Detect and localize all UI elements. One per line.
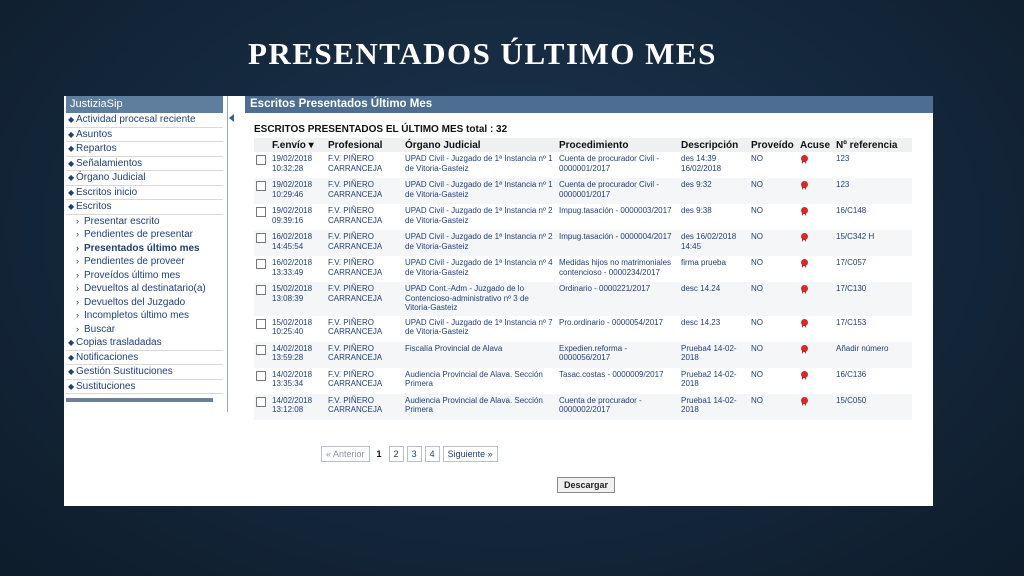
cell-proveido: NO	[749, 230, 798, 256]
total-count: ESCRITOS PRESENTADOS EL ÚLTIMO MES total : 32	[254, 124, 508, 135]
cell-profesional: F.V. PIÑERO CARRANCEJA	[326, 394, 403, 420]
page-3-button[interactable]: 3	[407, 446, 422, 462]
table-body	[254, 152, 912, 420]
cell-organo: UPAD Civil - Juzgado de 1ª Instancia nº 1 de Vitoria-Gasteiz	[403, 178, 557, 204]
cell-referencia: 16/C136	[836, 369, 867, 379]
cell-acuse	[798, 342, 834, 368]
select-column-header	[254, 138, 270, 152]
sidebar-item-label: Pendientes de proveer	[84, 256, 185, 267]
chevron-right-icon: ›	[76, 242, 79, 253]
select-cell	[254, 204, 270, 230]
cell-procedimiento: Expedien.reforma - 0000056/2017	[557, 342, 679, 368]
sidebar-item-label: Devueltos al destinatario(a)	[84, 283, 206, 294]
column-header-organo[interactable]: Órgano Judicial	[403, 138, 557, 152]
cell-descripcion: firma prueba	[681, 258, 726, 267]
select-cell	[254, 178, 270, 204]
select-cell	[254, 368, 270, 394]
sidebar-item[interactable]	[66, 309, 223, 323]
acuse-ribbon-icon[interactable]	[800, 233, 809, 244]
table-row[interactable]	[254, 256, 912, 282]
table-header-row	[254, 138, 912, 152]
row-checkbox[interactable]	[256, 285, 266, 295]
sidebar-item-label: Repartos	[76, 143, 117, 154]
cell-referencia: 17/C130	[834, 282, 912, 316]
cell-descripcion: des 9:32	[679, 178, 749, 204]
sidebar	[66, 96, 223, 402]
cell-acuse	[798, 282, 834, 316]
cell-fecha: 16/02/2018 14:45:54	[270, 230, 326, 256]
cell-descripcion: des 9:38	[681, 206, 712, 215]
cell-referencia: 123	[834, 178, 912, 204]
bullet-icon: ◆	[68, 352, 75, 362]
bullet-icon: ◆	[68, 173, 75, 182]
cell-acuse	[798, 152, 834, 178]
page-2-button[interactable]: 2	[389, 446, 404, 462]
cell-proveido: NO	[749, 394, 798, 420]
cell-referencia: Añadir número	[834, 342, 912, 368]
panel-divider	[227, 96, 228, 412]
cell-acuse	[798, 204, 834, 230]
sidebar-footer-bar	[66, 398, 213, 402]
sidebar-item[interactable]	[66, 242, 223, 256]
cell-profesional: F.V. PIÑERO CARRANCEJA	[328, 317, 383, 336]
acuse-ribbon-icon[interactable]	[800, 319, 809, 330]
cell-organo: UPAD Civil - Juzgado de 1ª Instancia nº 2 de Vitoria-Gasteiz	[405, 206, 553, 225]
sidebar-item-label: Señalamientos	[76, 157, 143, 169]
column-header-profesional[interactable]: Profesional	[326, 138, 403, 152]
bullet-icon: ◆	[68, 202, 75, 211]
table-row[interactable]	[254, 178, 912, 204]
cell-organo: UPAD Civil - Juzgado de 1ª Instancia nº 2 de Vitoria-Gasteiz	[403, 230, 557, 256]
cell-procedimiento: Medidas hijos no matrimoniales contencioso - 0000234/2017	[559, 258, 672, 277]
cell-proveido: NO	[751, 317, 763, 327]
sidebar-item-label: Incompletos último mes	[84, 310, 190, 321]
table-row[interactable]	[254, 316, 912, 342]
cell-profesional: F.V. PIÑERO CARRANCEJA	[328, 369, 383, 388]
column-header-procedimiento[interactable]: Procedimiento	[557, 138, 679, 152]
sidebar-item-label: Sustituciones	[76, 380, 136, 392]
table-row[interactable]	[254, 230, 912, 256]
cell-proveido: NO	[751, 206, 763, 215]
table-row[interactable]	[254, 368, 912, 394]
page-4-button[interactable]: 4	[425, 446, 440, 462]
cell-organo: UPAD Civil - Juzgado de 1ª Instancia nº 4 de Vitoria-Gasteiz	[405, 258, 553, 277]
sidebar-item-label: Asuntos	[76, 128, 113, 140]
chevron-right-icon: ›	[76, 269, 79, 280]
cell-procedimiento: Cuenta de procurador - 0000002/2017	[557, 394, 679, 420]
sidebar-item[interactable]	[66, 380, 223, 395]
sidebar-item[interactable]	[66, 215, 223, 229]
cell-fecha: 19/02/2018 10:32:28	[272, 154, 313, 173]
sidebar-item[interactable]	[66, 142, 223, 157]
cell-organo: UPAD Cont.-Adm - Juzgado de lo Contencioso-administrativo nº 3 de Vitoria-Gasteiz	[403, 282, 557, 316]
sidebar-item-label: Escritos inicio	[76, 186, 138, 198]
cell-proveido: NO	[749, 342, 798, 368]
cell-organo: UPAD Civil - Juzgado de 1ª Instancia nº 7 de Vitoria-Gasteiz	[405, 317, 553, 336]
app-screenshot	[64, 96, 933, 506]
chevron-right-icon: ›	[76, 256, 79, 266]
table-row[interactable]	[254, 394, 912, 420]
panel-title: Escritos Presentados Último Mes	[245, 96, 933, 113]
sidebar-item[interactable]	[66, 171, 223, 186]
select-cell	[254, 152, 270, 178]
cell-profesional: F.V. PIÑERO CARRANCEJA	[328, 258, 383, 277]
bullet-icon: ◆	[68, 367, 75, 376]
acuse-ribbon-icon[interactable]	[800, 397, 809, 408]
cell-procedimiento: Cuenta de procurador Civil - 0000001/2017	[559, 154, 660, 173]
sidebar-item-label: Escritos	[76, 201, 112, 212]
sidebar-item-label: Buscar	[84, 323, 116, 335]
sidebar-item-label: Actividad procesal reciente	[76, 114, 196, 125]
cell-organo: Audiencia Provincial de Alava. Sección Primera	[405, 369, 543, 388]
sidebar-item[interactable]	[66, 336, 223, 351]
cell-descripcion: desc 14.23	[681, 317, 721, 327]
sidebar-item[interactable]	[66, 351, 223, 366]
sidebar-item-label: Devueltos del Juzgado	[84, 296, 186, 308]
sidebar-item[interactable]	[66, 255, 223, 269]
bullet-icon: ◆	[68, 338, 75, 347]
cell-acuse	[798, 394, 834, 420]
cell-organo: Audiencia Provincial de Alava. Sección Primera	[403, 394, 557, 420]
sidebar-item-label: Notificaciones	[76, 351, 139, 363]
cell-procedimiento: Impug.tasación - 0000004/2017	[557, 230, 679, 256]
cell-descripcion: des 16/02/2018 14:45	[679, 230, 749, 256]
cell-referencia: 15/C050	[834, 394, 912, 420]
sidebar-item[interactable]	[66, 323, 223, 337]
chevron-right-icon: ›	[76, 310, 79, 320]
table-row[interactable]	[254, 342, 912, 368]
select-cell	[254, 394, 270, 420]
cell-profesional: F.V. PIÑERO CARRANCEJA	[326, 230, 403, 256]
select-cell	[254, 316, 270, 342]
row-checkbox[interactable]	[256, 181, 266, 191]
cell-profesional: F.V. PIÑERO CARRANCEJA	[328, 206, 383, 225]
cell-fecha: 15/02/2018 10:25:40	[272, 317, 313, 336]
chevron-right-icon: ›	[76, 296, 79, 307]
cell-procedimiento: Cuenta de procurador Civil - 0000001/2017	[557, 178, 679, 204]
acuse-ribbon-icon[interactable]	[800, 155, 809, 166]
cell-referencia: 15/C342 H	[834, 230, 912, 256]
sidebar-item-label: Gestión Sustituciones	[76, 366, 173, 377]
cell-proveido: NO	[749, 282, 798, 316]
select-cell	[254, 230, 270, 256]
sidebar-item[interactable]	[66, 113, 223, 128]
cell-fecha: 14/02/2018 13:35:34	[272, 369, 313, 388]
bullet-icon: ◆	[68, 115, 75, 124]
sidebar-item[interactable]	[66, 282, 223, 296]
column-header-referencia[interactable]: Nº referencia	[834, 138, 912, 152]
prev-page-button[interactable]: « Anterior	[321, 446, 370, 462]
main-panel	[245, 96, 933, 420]
select-cell	[254, 342, 270, 368]
cell-profesional: F.V. PIÑERO CARRANCEJA	[326, 342, 403, 368]
row-checkbox[interactable]	[256, 207, 266, 217]
acuse-ribbon-icon[interactable]	[800, 207, 809, 218]
column-header-descripcion[interactable]: Descripción	[679, 138, 749, 152]
acuse-ribbon-icon[interactable]	[800, 345, 809, 356]
chevron-right-icon: ›	[76, 323, 79, 334]
cell-descripcion: Prueba4 14-02-2018	[679, 342, 749, 368]
column-header-proveido[interactable]: Proveído	[749, 138, 798, 152]
cell-descripcion: Prueba1 14-02-2018	[679, 394, 749, 420]
row-checkbox[interactable]	[256, 259, 266, 269]
cell-acuse	[798, 178, 834, 204]
table-row[interactable]	[254, 204, 912, 230]
acuse-ribbon-icon[interactable]	[800, 285, 809, 296]
cell-acuse	[798, 316, 834, 342]
slide-title: PRESENTADOS ÚLTIMO MES	[248, 36, 717, 71]
row-checkbox[interactable]	[256, 319, 266, 329]
sidebar-item[interactable]	[66, 269, 223, 283]
cell-fecha: 14/02/2018 13:59:28	[270, 342, 326, 368]
chevron-right-icon: ›	[76, 229, 79, 239]
sidebar-item[interactable]	[66, 128, 223, 143]
collapse-arrow-icon[interactable]	[229, 114, 234, 122]
cell-fecha: 19/02/2018 09:39:16	[272, 206, 313, 225]
cell-referencia: 16/C148	[836, 206, 867, 215]
sidebar-item-label: Presentados último mes	[84, 242, 200, 254]
cell-descripcion: des 14:39 16/02/2018	[681, 154, 722, 173]
bullet-icon: ◆	[68, 144, 75, 153]
cell-referencia: 17/C057	[836, 258, 867, 267]
next-page-button[interactable]: Siguiente »	[443, 446, 498, 462]
cell-profesional: F.V. PIÑERO CARRANCEJA	[328, 154, 383, 173]
bullet-icon: ◆	[68, 129, 75, 139]
sidebar-header: JustiziaSip	[66, 96, 223, 113]
row-checkbox[interactable]	[256, 155, 266, 165]
sidebar-item-label: Copias trasladadas	[76, 337, 162, 348]
cell-proveido: NO	[751, 369, 763, 379]
cell-profesional: F.V. PIÑERO CARRANCEJA	[326, 282, 403, 316]
sidebar-item[interactable]	[66, 157, 223, 172]
bullet-icon: ◆	[68, 187, 75, 197]
cell-fecha: 19/02/2018 10:29:46	[270, 178, 326, 204]
table-row[interactable]	[254, 152, 912, 178]
column-header-acuse[interactable]: Acuse	[798, 138, 834, 152]
cell-acuse	[798, 368, 834, 394]
cell-profesional: F.V. PIÑERO CARRANCEJA	[326, 178, 403, 204]
cell-proveido: NO	[751, 258, 763, 267]
cell-descripcion: desc 14.24	[679, 282, 749, 316]
bullet-icon: ◆	[68, 381, 75, 391]
cell-procedimiento: Pro.ordinario - 0000054/2017	[559, 317, 664, 327]
sidebar-item-label: Órgano Judicial	[76, 172, 146, 183]
download-button[interactable]: Descargar	[557, 477, 615, 493]
acuse-ribbon-icon[interactable]	[800, 181, 809, 192]
cell-acuse	[798, 256, 834, 282]
cell-fecha: 15/02/2018 13:08:39	[270, 282, 326, 316]
select-cell	[254, 256, 270, 282]
cell-organo: Fiscalía Provincial de Alava	[403, 342, 557, 368]
current-page: 1	[373, 447, 386, 461]
cell-referencia: 123	[836, 154, 850, 163]
row-checkbox[interactable]	[256, 371, 266, 381]
acuse-ribbon-icon[interactable]	[800, 259, 809, 270]
pagination	[321, 446, 498, 462]
cell-descripcion: Prueba2 14-02-2018	[681, 369, 737, 388]
cell-acuse	[798, 230, 834, 256]
sidebar-item-label: Proveídos último mes	[84, 269, 181, 281]
sidebar-item[interactable]	[66, 200, 223, 215]
select-cell	[254, 282, 270, 316]
cell-procedimiento: Tasac.costas - 0000009/2017	[559, 369, 664, 379]
cell-proveido: NO	[751, 154, 763, 163]
escritos-table	[254, 138, 912, 420]
sidebar-item[interactable]	[66, 186, 223, 201]
cell-proveido: NO	[749, 178, 798, 204]
sidebar-item[interactable]	[66, 228, 223, 242]
sidebar-item-label: Pendientes de presentar	[84, 229, 193, 240]
column-header-fecha[interactable]: F.envío ▾	[270, 138, 326, 152]
row-checkbox[interactable]	[256, 397, 266, 407]
cell-procedimiento: Impug.tasación - 0000003/2017	[559, 206, 672, 215]
cell-organo: UPAD Civil - Juzgado de 1ª Instancia nº 1 de Vitoria-Gasteiz	[405, 154, 553, 173]
chevron-right-icon: ›	[76, 283, 79, 293]
acuse-ribbon-icon[interactable]	[800, 371, 809, 382]
row-checkbox[interactable]	[256, 345, 266, 355]
sidebar-item-label: Presentar escrito	[84, 215, 160, 227]
bullet-icon: ◆	[68, 158, 75, 168]
cell-fecha: 16/02/2018 13:33:49	[272, 258, 313, 277]
chevron-right-icon: ›	[76, 215, 79, 226]
row-checkbox[interactable]	[256, 233, 266, 243]
table-row[interactable]	[254, 282, 912, 316]
sidebar-item[interactable]	[66, 296, 223, 310]
cell-procedimiento: Ordinario - 0000221/2017	[557, 282, 679, 316]
sidebar-item[interactable]	[66, 365, 223, 380]
cell-referencia: 17/C153	[836, 317, 867, 327]
cell-fecha: 14/02/2018 13:12:08	[270, 394, 326, 420]
sidebar-menu	[66, 113, 223, 394]
